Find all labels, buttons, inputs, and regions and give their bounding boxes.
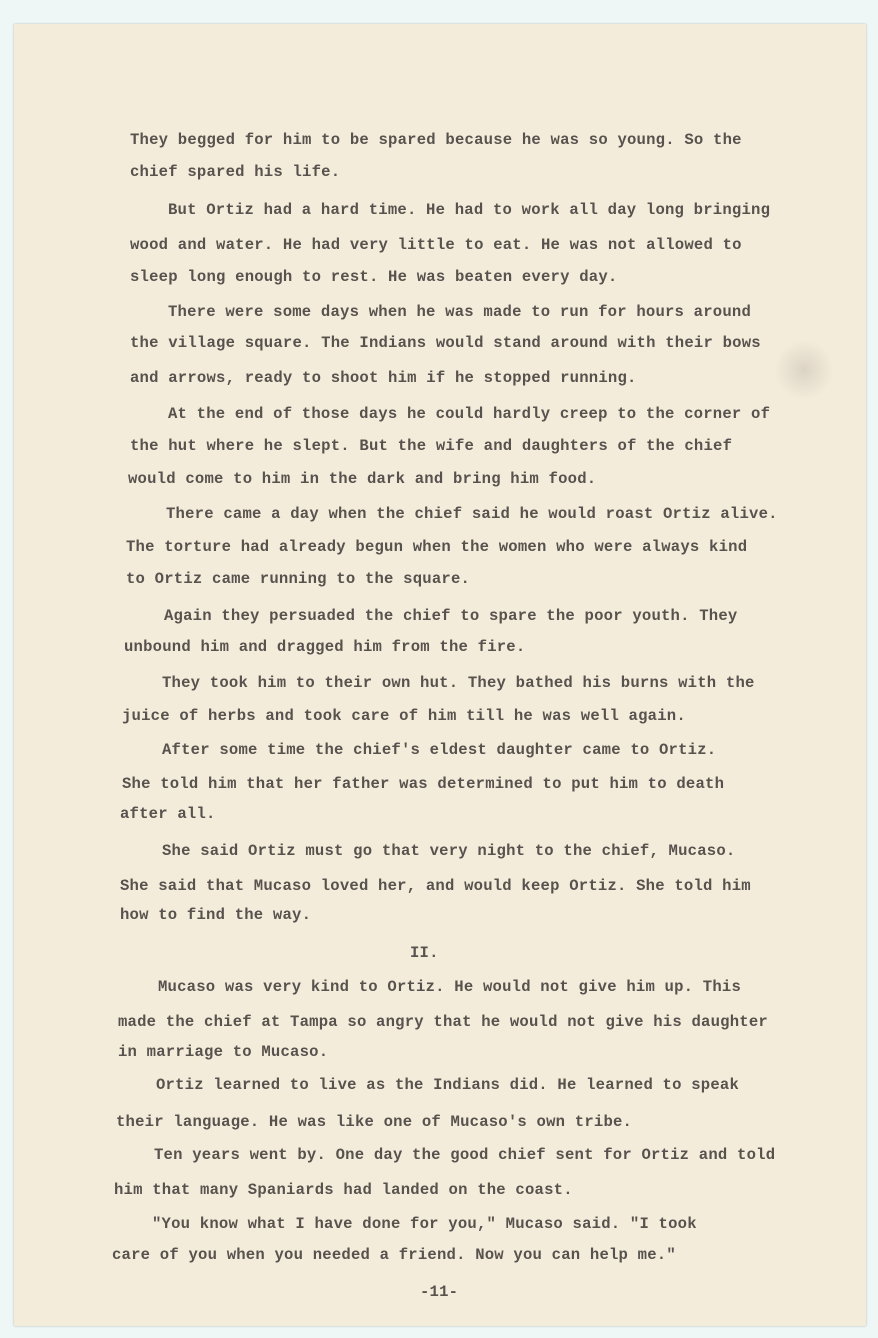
text-line: There came a day when the chief said he would roast Ortiz alive. (166, 505, 778, 523)
page-number: -11- (420, 1283, 459, 1301)
text-line: and arrows, ready to shoot him if he stopped running. (130, 369, 637, 387)
text-line: After some time the chief's eldest daughter came to Ortiz. (162, 741, 717, 759)
text-line: the hut where he slept. But the wife and daughters of the chief (130, 437, 733, 455)
text-line: "You know what I have done for you," Mucaso said. "I took (152, 1215, 697, 1233)
text-line: how to find the way. (120, 906, 312, 924)
text-line: juice of herbs and took care of him till he was well again. (122, 707, 686, 725)
text-line: unbound him and dragged him from the fire. (124, 638, 526, 656)
text-line: would come to him in the dark and bring him food. (128, 470, 597, 488)
text-line: after all. (120, 805, 216, 823)
text-line: They begged for him to be spared because he was so young. So the (130, 131, 742, 149)
text-line: They took him to their own hut. They bathed his burns with the (162, 674, 755, 692)
text-line: But Ortiz had a hard time. He had to work all day long bringing (168, 201, 771, 219)
text-line: to Ortiz came running to the square. (126, 570, 471, 588)
text-line: At the end of those days he could hardly creep to the corner of (168, 405, 771, 423)
text-line: chief spared his life. (130, 163, 341, 181)
text-line: Ten years went by. One day the good chief sent for Ortiz and told (154, 1146, 776, 1164)
text-line: The torture had already begun when the women who were always kind (126, 538, 748, 556)
text-line: She said Ortiz must go that very night to the chief, Mucaso. (162, 842, 736, 860)
section-heading: II. (410, 944, 439, 962)
text-line: She told him that her father was determined to put him to death (122, 775, 725, 793)
text-line: made the chief at Tampa so angry that he would not give his daughter (118, 1013, 768, 1031)
text-line: Again they persuaded the chief to spare the poor youth. They (164, 607, 738, 625)
text-line: in marriage to Mucaso. (118, 1043, 329, 1061)
text-line: There were some days when he was made to run for hours around (168, 303, 752, 321)
text-line: Mucaso was very kind to Ortiz. He would not give him up. This (158, 978, 742, 996)
text-line: wood and water. He had very little to eat. He was not allowed to (130, 236, 742, 254)
text-line: the village square. The Indians would stand around with their bows (130, 334, 761, 352)
text-line: sleep long enough to rest. He was beaten every day. (130, 268, 618, 286)
text-line: their language. He was like one of Mucaso's own tribe. (116, 1113, 633, 1131)
text-line: him that many Spaniards had landed on the coast. (114, 1181, 573, 1199)
text-line: care of you when you needed a friend. Now you can help me." (112, 1246, 676, 1264)
text-line: Ortiz learned to live as the Indians did. He learned to speak (156, 1076, 740, 1094)
text-line: She said that Mucaso loved her, and would keep Ortiz. She told him (120, 877, 751, 895)
